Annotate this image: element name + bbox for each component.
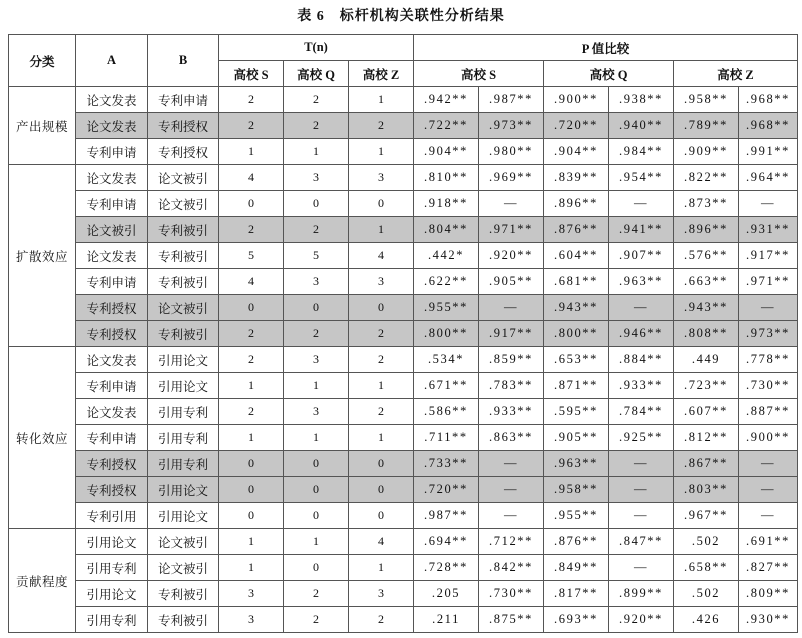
- cell-b: 专利被引: [148, 321, 219, 347]
- cell-p-s-1: .955**: [414, 295, 479, 321]
- category-cell: 转化效应: [9, 347, 76, 529]
- cell-tn-z: 0: [349, 477, 414, 503]
- category-cell: 贡献程度: [9, 529, 76, 633]
- cell-tn-q: 2: [284, 217, 349, 243]
- cell-tn-q: 0: [284, 503, 349, 529]
- cell-a: 论文发表: [76, 243, 148, 269]
- cell-p-z-2: —: [739, 503, 798, 529]
- cell-p-s-1: .720**: [414, 477, 479, 503]
- cell-p-s-2: —: [479, 477, 544, 503]
- cell-b: 引用论文: [148, 503, 219, 529]
- cell-tn-s: 2: [219, 217, 284, 243]
- cell-a: 专利引用: [76, 503, 148, 529]
- cell-p-q-1: .595**: [544, 399, 609, 425]
- cell-p-z-1: .808**: [674, 321, 739, 347]
- cell-p-z-2: .730**: [739, 373, 798, 399]
- cell-tn-q: 1: [284, 425, 349, 451]
- cell-p-z-2: .809**: [739, 581, 798, 607]
- cell-a: 论文被引: [76, 217, 148, 243]
- cell-p-q-1: .955**: [544, 503, 609, 529]
- cell-p-z-2: .887**: [739, 399, 798, 425]
- cell-p-s-2: .917**: [479, 321, 544, 347]
- cell-tn-z: 1: [349, 139, 414, 165]
- cell-p-q-1: .849**: [544, 555, 609, 581]
- cell-p-z-2: —: [739, 191, 798, 217]
- cell-a: 专利授权: [76, 451, 148, 477]
- cell-tn-q: 3: [284, 399, 349, 425]
- cell-p-z-2: .917**: [739, 243, 798, 269]
- cell-b: 论文被引: [148, 191, 219, 217]
- cell-tn-q: 2: [284, 113, 349, 139]
- header-b: B: [148, 35, 219, 87]
- cell-p-s-1: .800**: [414, 321, 479, 347]
- cell-p-z-1: .812**: [674, 425, 739, 451]
- cell-p-q-1: .653**: [544, 347, 609, 373]
- cell-tn-z: 4: [349, 243, 414, 269]
- cell-p-q-2: .938**: [609, 87, 674, 113]
- cell-p-q-2: .954**: [609, 165, 674, 191]
- cell-p-z-1: .607**: [674, 399, 739, 425]
- cell-tn-q: 1: [284, 529, 349, 555]
- cell-p-z-1: .449: [674, 347, 739, 373]
- table-row: [9, 243, 798, 269]
- cell-tn-q: 3: [284, 269, 349, 295]
- header-p-school-s: 高校 S: [414, 61, 544, 87]
- cell-p-z-1: .502: [674, 529, 739, 555]
- table-row: [9, 295, 798, 321]
- cell-p-q-2: .933**: [609, 373, 674, 399]
- cell-b: 引用论文: [148, 477, 219, 503]
- table-row: [9, 555, 798, 581]
- cell-tn-z: 4: [349, 529, 414, 555]
- cell-p-z-2: .930**: [739, 607, 798, 633]
- cell-p-z-2: .778**: [739, 347, 798, 373]
- cell-tn-z: 2: [349, 321, 414, 347]
- cell-tn-s: 1: [219, 139, 284, 165]
- cell-a: 论文发表: [76, 87, 148, 113]
- header-tn-school-q: 高校 Q: [284, 61, 349, 87]
- cell-tn-z: 2: [349, 347, 414, 373]
- table-body: [9, 87, 798, 633]
- cell-tn-z: 0: [349, 503, 414, 529]
- cell-p-z-2: .827**: [739, 555, 798, 581]
- results-table: [8, 34, 798, 633]
- cell-tn-z: 3: [349, 581, 414, 607]
- cell-p-s-1: .810**: [414, 165, 479, 191]
- cell-p-s-2: .971**: [479, 217, 544, 243]
- cell-b: 引用专利: [148, 399, 219, 425]
- cell-p-q-2: .899**: [609, 581, 674, 607]
- cell-p-s-2: .969**: [479, 165, 544, 191]
- cell-p-s-2: .712**: [479, 529, 544, 555]
- cell-b: 引用专利: [148, 425, 219, 451]
- cell-p-q-1: .871**: [544, 373, 609, 399]
- cell-p-s-1: .728**: [414, 555, 479, 581]
- table-row: [9, 139, 798, 165]
- cell-a: 论文发表: [76, 347, 148, 373]
- cell-b: 专利被引: [148, 243, 219, 269]
- cell-b: 论文被引: [148, 555, 219, 581]
- cell-p-q-2: —: [609, 191, 674, 217]
- cell-tn-z: 1: [349, 373, 414, 399]
- cell-tn-s: 5: [219, 243, 284, 269]
- cell-p-z-2: —: [739, 451, 798, 477]
- cell-p-q-1: .943**: [544, 295, 609, 321]
- cell-p-q-1: .905**: [544, 425, 609, 451]
- cell-b: 专利被引: [148, 607, 219, 633]
- table-row: [9, 451, 798, 477]
- cell-tn-s: 0: [219, 451, 284, 477]
- cell-p-q-2: .940**: [609, 113, 674, 139]
- cell-p-z-2: .991**: [739, 139, 798, 165]
- cell-p-q-1: .720**: [544, 113, 609, 139]
- cell-p-s-1: .942**: [414, 87, 479, 113]
- table-row: [9, 165, 798, 191]
- table-row: [9, 399, 798, 425]
- cell-b: 专利申请: [148, 87, 219, 113]
- cell-p-s-1: .904**: [414, 139, 479, 165]
- header-p-school-z: 高校 Z: [674, 61, 798, 87]
- cell-tn-z: 2: [349, 113, 414, 139]
- table-row: [9, 321, 798, 347]
- cell-a: 引用论文: [76, 581, 148, 607]
- cell-tn-z: 1: [349, 555, 414, 581]
- cell-tn-s: 2: [219, 87, 284, 113]
- cell-p-z-2: .971**: [739, 269, 798, 295]
- table-row: [9, 425, 798, 451]
- category-cell: 扩散效应: [9, 165, 76, 347]
- category-cell: 产出规模: [9, 87, 76, 165]
- table-row: [9, 217, 798, 243]
- cell-p-q-1: .817**: [544, 581, 609, 607]
- cell-tn-s: 3: [219, 607, 284, 633]
- cell-b: 论文被引: [148, 529, 219, 555]
- cell-tn-z: 3: [349, 269, 414, 295]
- cell-tn-s: 3: [219, 581, 284, 607]
- cell-p-s-2: —: [479, 451, 544, 477]
- cell-tn-s: 0: [219, 503, 284, 529]
- cell-p-q-2: .847**: [609, 529, 674, 555]
- header-category: 分类: [9, 35, 76, 87]
- cell-tn-s: 2: [219, 321, 284, 347]
- cell-p-z-1: .663**: [674, 269, 739, 295]
- cell-p-q-1: .681**: [544, 269, 609, 295]
- table-title: 表 6 标杆机构关联性分析结果: [297, 9, 505, 24]
- cell-p-q-1: .839**: [544, 165, 609, 191]
- cell-tn-s: 4: [219, 269, 284, 295]
- cell-p-z-2: .973**: [739, 321, 798, 347]
- header-row-top: [9, 35, 798, 61]
- cell-p-z-1: .873**: [674, 191, 739, 217]
- table-row: [9, 581, 798, 607]
- cell-p-q-1: .604**: [544, 243, 609, 269]
- table-row: [9, 477, 798, 503]
- cell-p-s-2: .730**: [479, 581, 544, 607]
- cell-p-s-2: .980**: [479, 139, 544, 165]
- cell-p-q-2: .920**: [609, 607, 674, 633]
- cell-tn-z: 1: [349, 425, 414, 451]
- cell-a: 专利授权: [76, 295, 148, 321]
- cell-p-z-2: —: [739, 477, 798, 503]
- cell-a: 专利申请: [76, 191, 148, 217]
- cell-b: 引用论文: [148, 347, 219, 373]
- cell-p-s-2: .933**: [479, 399, 544, 425]
- cell-p-q-1: .876**: [544, 217, 609, 243]
- cell-p-z-1: .789**: [674, 113, 739, 139]
- cell-p-q-2: —: [609, 555, 674, 581]
- cell-p-s-1: .534*: [414, 347, 479, 373]
- cell-p-q-2: —: [609, 295, 674, 321]
- cell-p-z-1: .426: [674, 607, 739, 633]
- cell-p-q-1: .963**: [544, 451, 609, 477]
- header-p-compare: P 值比较: [414, 35, 798, 61]
- cell-tn-s: 2: [219, 399, 284, 425]
- cell-b: 论文被引: [148, 295, 219, 321]
- cell-p-q-2: .925**: [609, 425, 674, 451]
- cell-p-s-2: .987**: [479, 87, 544, 113]
- cell-p-z-1: .867**: [674, 451, 739, 477]
- cell-p-z-1: .723**: [674, 373, 739, 399]
- cell-p-z-1: .658**: [674, 555, 739, 581]
- cell-tn-z: 2: [349, 399, 414, 425]
- cell-p-s-1: .733**: [414, 451, 479, 477]
- cell-tn-s: 2: [219, 347, 284, 373]
- cell-p-z-1: .943**: [674, 295, 739, 321]
- cell-a: 专利申请: [76, 269, 148, 295]
- cell-a: 论文发表: [76, 399, 148, 425]
- cell-p-s-2: .905**: [479, 269, 544, 295]
- table-row: [9, 347, 798, 373]
- cell-p-s-1: .586**: [414, 399, 479, 425]
- cell-tn-q: 5: [284, 243, 349, 269]
- cell-p-s-1: .442*: [414, 243, 479, 269]
- cell-tn-z: 1: [349, 87, 414, 113]
- cell-p-q-1: .904**: [544, 139, 609, 165]
- cell-p-s-2: —: [479, 191, 544, 217]
- cell-tn-z: 3: [349, 165, 414, 191]
- cell-a: 引用论文: [76, 529, 148, 555]
- cell-p-z-1: .896**: [674, 217, 739, 243]
- cell-a: 专利授权: [76, 321, 148, 347]
- cell-tn-s: 0: [219, 477, 284, 503]
- cell-b: 专利授权: [148, 139, 219, 165]
- cell-p-q-2: .884**: [609, 347, 674, 373]
- cell-a: 论文发表: [76, 113, 148, 139]
- header-tn-school-z: 高校 Z: [349, 61, 414, 87]
- cell-b: 引用专利: [148, 451, 219, 477]
- header-a: A: [76, 35, 148, 87]
- cell-p-z-2: —: [739, 295, 798, 321]
- cell-p-s-1: .671**: [414, 373, 479, 399]
- cell-b: 专利授权: [148, 113, 219, 139]
- header-tn-school-s: 高校 S: [219, 61, 284, 87]
- cell-a: 专利申请: [76, 425, 148, 451]
- cell-tn-z: 1: [349, 217, 414, 243]
- cell-tn-q: 3: [284, 165, 349, 191]
- cell-p-q-2: .907**: [609, 243, 674, 269]
- cell-p-s-1: .918**: [414, 191, 479, 217]
- cell-a: 专利授权: [76, 477, 148, 503]
- cell-p-s-2: .875**: [479, 607, 544, 633]
- table-row: [9, 113, 798, 139]
- cell-tn-q: 0: [284, 295, 349, 321]
- cell-tn-z: 2: [349, 607, 414, 633]
- table-row: [9, 607, 798, 633]
- cell-p-q-1: .800**: [544, 321, 609, 347]
- cell-tn-q: 0: [284, 191, 349, 217]
- cell-p-z-1: .576**: [674, 243, 739, 269]
- cell-p-s-1: .722**: [414, 113, 479, 139]
- table-header: [9, 35, 798, 87]
- table-row: [9, 503, 798, 529]
- table-row: [9, 373, 798, 399]
- cell-p-q-1: .876**: [544, 529, 609, 555]
- cell-p-z-1: .909**: [674, 139, 739, 165]
- cell-tn-q: 2: [284, 607, 349, 633]
- header-tn: T(n): [219, 35, 414, 61]
- cell-p-s-2: .973**: [479, 113, 544, 139]
- cell-p-s-2: .863**: [479, 425, 544, 451]
- table-row: [9, 191, 798, 217]
- cell-p-s-2: .859**: [479, 347, 544, 373]
- cell-p-q-1: .896**: [544, 191, 609, 217]
- cell-p-z-2: .968**: [739, 87, 798, 113]
- cell-p-q-2: —: [609, 477, 674, 503]
- cell-p-s-1: .711**: [414, 425, 479, 451]
- cell-b: 引用论文: [148, 373, 219, 399]
- cell-p-q-2: —: [609, 503, 674, 529]
- cell-a: 引用专利: [76, 555, 148, 581]
- cell-tn-s: 0: [219, 191, 284, 217]
- cell-p-s-2: —: [479, 295, 544, 321]
- cell-b: 专利被引: [148, 269, 219, 295]
- cell-p-z-2: .931**: [739, 217, 798, 243]
- cell-p-s-2: .920**: [479, 243, 544, 269]
- cell-p-s-1: .804**: [414, 217, 479, 243]
- cell-b: 专利被引: [148, 217, 219, 243]
- cell-tn-q: 0: [284, 555, 349, 581]
- cell-p-q-2: .946**: [609, 321, 674, 347]
- cell-b: 论文被引: [148, 165, 219, 191]
- cell-p-q-2: —: [609, 451, 674, 477]
- cell-p-s-1: .205: [414, 581, 479, 607]
- table-row: [9, 87, 798, 113]
- cell-tn-q: 0: [284, 477, 349, 503]
- cell-tn-q: 2: [284, 87, 349, 113]
- cell-a: 专利申请: [76, 373, 148, 399]
- cell-p-q-2: .963**: [609, 269, 674, 295]
- cell-tn-s: 1: [219, 555, 284, 581]
- cell-p-z-2: .964**: [739, 165, 798, 191]
- cell-tn-z: 0: [349, 191, 414, 217]
- cell-p-s-2: —: [479, 503, 544, 529]
- cell-p-s-2: .783**: [479, 373, 544, 399]
- cell-p-q-2: .941**: [609, 217, 674, 243]
- cell-a: 引用专利: [76, 607, 148, 633]
- cell-tn-q: 3: [284, 347, 349, 373]
- cell-p-z-1: .803**: [674, 477, 739, 503]
- cell-p-z-1: .822**: [674, 165, 739, 191]
- cell-tn-q: 1: [284, 139, 349, 165]
- cell-tn-q: 1: [284, 373, 349, 399]
- cell-p-z-1: .502: [674, 581, 739, 607]
- cell-p-s-1: .211: [414, 607, 479, 633]
- cell-a: 专利申请: [76, 139, 148, 165]
- cell-p-z-2: .900**: [739, 425, 798, 451]
- cell-tn-q: 2: [284, 581, 349, 607]
- cell-p-q-1: .693**: [544, 607, 609, 633]
- cell-p-q-2: .984**: [609, 139, 674, 165]
- cell-p-z-2: .691**: [739, 529, 798, 555]
- header-p-school-q: 高校 Q: [544, 61, 674, 87]
- cell-tn-s: 2: [219, 113, 284, 139]
- table-row: [9, 529, 798, 555]
- cell-p-s-1: .622**: [414, 269, 479, 295]
- cell-p-s-1: .694**: [414, 529, 479, 555]
- cell-p-z-2: .968**: [739, 113, 798, 139]
- cell-p-z-1: .967**: [674, 503, 739, 529]
- cell-tn-q: 0: [284, 451, 349, 477]
- cell-p-s-1: .987**: [414, 503, 479, 529]
- table-row: [9, 269, 798, 295]
- cell-tn-s: 1: [219, 373, 284, 399]
- cell-b: 专利被引: [148, 581, 219, 607]
- cell-p-q-1: .900**: [544, 87, 609, 113]
- cell-p-s-2: .842**: [479, 555, 544, 581]
- cell-tn-s: 0: [219, 295, 284, 321]
- cell-tn-q: 2: [284, 321, 349, 347]
- cell-tn-s: 1: [219, 529, 284, 555]
- cell-p-q-1: .958**: [544, 477, 609, 503]
- cell-tn-z: 0: [349, 295, 414, 321]
- cell-tn-s: 1: [219, 425, 284, 451]
- cell-p-q-2: .784**: [609, 399, 674, 425]
- cell-tn-s: 4: [219, 165, 284, 191]
- cell-a: 论文发表: [76, 165, 148, 191]
- cell-p-z-1: .958**: [674, 87, 739, 113]
- cell-tn-z: 0: [349, 451, 414, 477]
